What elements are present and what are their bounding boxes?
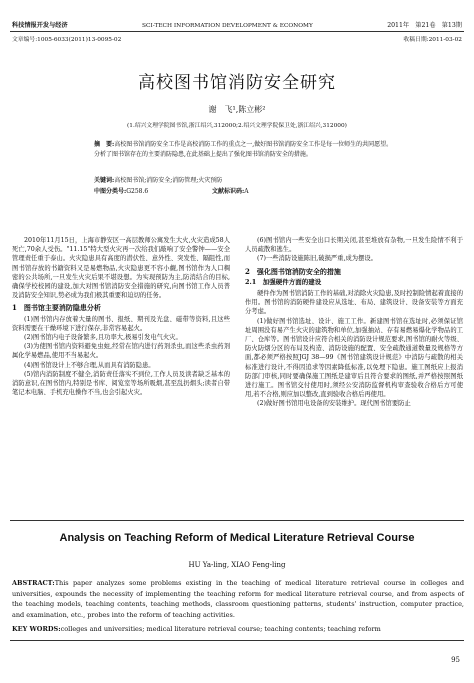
list-item: (1)做好图书馆选址、设计、施工工作。新建图书馆在选址时,必须保证馆址周围没有易产生火灾的建筑物和单位,加强抽站、存有易燃易爆化学物品的工厂、仓库等。图书馆设计应符合相关的消防设计规范要求,图书馆的耐火等级、防火防烟分区的布局及构造、消防设施的配置、安全疏散通道数量及规格等方面,都必须严格按照JGJ 38—99《图书馆建筑设计规范》中消防与疏散的相关标准进行设计,不得因追求等因素降低标准,以免埋下隐患。施工图纸应上报消防部门审核,同时要确保施工图纸是建审后且符合要求的图纸,并严格按照图纸进行施工。图书馆交付使用时,须经公安消防监督机构审查验收合格后方可使用,若不合格,则应加以整改,直到验收合格后再使用。: [245, 317, 463, 399]
classification-value: G258.6: [126, 188, 149, 195]
journal-name-cn: 科技情报开发与经济: [12, 22, 68, 29]
list-item: (6)图书馆内一些安全出口长期关闭,甚至堆放有杂物,一旦发生险情不利于人员疏散和逃生。: [245, 237, 463, 254]
abstract-cn-label: 摘 要:: [94, 141, 115, 148]
abstract-en-text: This paper analyzes some problems existing in the teaching of medical literature retrieval course in colleges and universities, expounds the necessity of implementing the teaching reform for medical literature retrieval course, and from aspects of the teaching models, teaching contents, teaching methods, classroom questioning patterns, students' instruction, computer practice, and examination, etc., probes into the reform of teaching activities.: [12, 579, 464, 619]
subsection-2-1-text: 硬件作为图书馆消防工作的基础,对消除火灾隐患,及时控制险情起着直接的作用。图书馆的消防硬件建设应从选址、布局、建筑设计、设备安装等方面充分考虑。: [245, 290, 463, 316]
list-item: (2)图书馆内电子设备繁多,且功率大,极易引发电气火灾。: [24, 334, 182, 342]
header-rule: [10, 31, 464, 32]
page-number: 95: [451, 656, 460, 664]
list-item: (5)馆内消防制度不健全,消防责任落实不到位,工作人员及读者缺乏基本的消防意识,在图书馆内,特别是书库、阅览室等场所吸烟,甚至乱扔烟头;读者自带笔记本电脑、手机充电操作不当,也会引起火灾。: [12, 370, 230, 397]
authors-cn: 谢 飞¹,陈立彬²: [208, 105, 266, 114]
abstract-en-block: [12, 578, 464, 620]
list-item: (7)一些消防设施陈旧,破损严重,成为摆设。: [257, 255, 377, 263]
doc-code-label: 文献标识码:: [212, 188, 245, 195]
list-item: (4)图书馆设计上不够合理,从而具有消防隐患。: [24, 361, 155, 369]
list-item: (3)为使图书馆内资料避免虫蛀,经常在馆内进行药剂杀虫,而这些杀虫药剂属化学易燃品,使用不当易起火。: [12, 343, 230, 360]
issue-info: 2011年 第21卷 第13期: [387, 22, 462, 29]
intro-paragraph: 2010年11月15日，上海市静安区一高层教师公寓发生大火,火灾造成58人死亡,70余人受伤。"11.15"特大型火灾再一次给我们敲响了安全警钟——安全管理责任重于泰山。火灾隐患具有高度的潜伏性、意外性、突发性、隔阻性,而图书馆存放的书籍资料又是易燃物品,火灾隐患更不容小觑,图书馆作为人口稠密的公共场所,一旦发生火灾后果不堪设想。为实现预防为主,防消结合的目标,确保学校校园的建设,加大对图书馆消防安全措施的研究,向图书馆工作人员普及消防安全知识,势必成为我们极其重要和迫切的任务。: [12, 237, 230, 300]
right-column: [245, 236, 463, 409]
list-item: (1)图书馆内存放着大量的图书、报纸、期刊及光盘、磁带等资料,且这些资料需要在干燥环境下进行保存,非常容易起火。: [12, 315, 230, 332]
abstract-en-label: ABSTRACT:: [12, 579, 55, 587]
keywords-cn-text: 高校图书馆;消防安全;消防管理;火灾预防: [114, 177, 223, 184]
list-item: (2)做好图书馆用电设备的安装维护。现代图书馆要防止: [257, 400, 411, 408]
journal-name-en: SCI-TECH INFORMATION DEVELOPMENT & ECONOMY: [142, 23, 313, 29]
doc-code-value: A: [244, 188, 249, 195]
article-id: 文章编号:1005-6033(2011)13-0095-02: [12, 37, 122, 43]
keywords-en-block: [12, 624, 464, 634]
subsection-2-1-title: 2.1 加强硬件方面的建设: [245, 277, 322, 286]
section-2-title: 2 强化图书馆消防安全的措施: [245, 266, 341, 276]
title-cn: 高校图书馆消防安全研究: [138, 73, 336, 93]
abstract-cn-text: 高校图书馆消防安全工作是高校消防工作的重点之一,做好图书馆消防安全工作是每一位师生的共同愿望。分析了图书馆存在的主要消防隐患,在此基础上提出了强化图书馆消防安全的措施。: [94, 141, 393, 158]
keywords-en-label: KEY WORDS:: [12, 625, 61, 633]
abstract-cn-block: [94, 140, 394, 159]
authors-en: HU Ya-ling, XIAO Feng-ling: [188, 561, 286, 569]
affiliations-cn: (1.绍兴文理学院图书馆,浙江绍兴,312000;2.绍兴文理学院保卫处,浙江绍兴,312000): [127, 123, 347, 129]
keywords-cn-block: [94, 175, 394, 184]
received-date: 收稿日期:2011-03-02: [403, 37, 462, 43]
classification-label: 中图分类号:: [94, 188, 127, 195]
classification-block: [94, 186, 394, 195]
section-1-title: 1 图书馆主要消防隐患分析: [12, 303, 101, 313]
keywords-cn-label: 关键词:: [94, 177, 115, 184]
left-column: [12, 236, 230, 397]
footer-rule: [10, 640, 464, 641]
keywords-en-text: colleges and universities; medical literature retrieval course; teaching contents; teaching reform: [60, 625, 381, 633]
title-en: Analysis on Teaching Reform of Medical Literature Retrieval Course: [59, 532, 415, 544]
english-section-rule: [10, 520, 464, 521]
